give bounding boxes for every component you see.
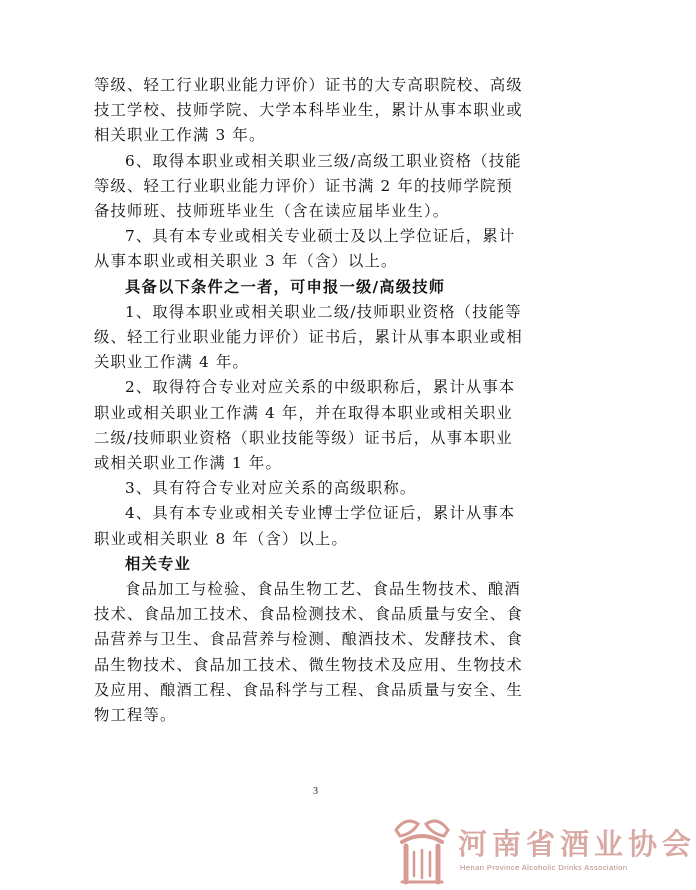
- text-line: 技工学校、技师学院、大学本科毕业生，累计从事本职业或: [94, 101, 523, 120]
- text-line: 等级、轻工行业职业能力评价）证书满 2 年的技师学院预: [94, 176, 513, 195]
- text-line: 技术、食品加工技术、食品检测技术、食品质量与安全、食: [94, 605, 523, 624]
- text-line: 备技师班、技师班毕业生（含在读应届毕业生）。: [94, 202, 450, 221]
- text-line: 品营养与卫生、食品营养与检测、酿酒技术、发酵技术、食: [94, 630, 523, 649]
- association-watermark: [392, 808, 696, 888]
- watermark-title-en: Henan Province Alcoholic Drinks Association: [460, 863, 628, 872]
- text-line: 7、具有本专业或相关专业硕士及以上学位证后，累计: [125, 227, 516, 246]
- text-line: 等级、轻工行业职业能力评价）证书的大专高职院校、高级: [94, 76, 523, 94]
- text-line: 从事本职业或相关职业 3 年（含）以上。: [94, 252, 398, 271]
- text-line: 6、取得本职业或相关职业三级/高级工职业资格（技能: [125, 151, 522, 170]
- text-line: 3、具有符合专业对应关系的高级职称。: [125, 479, 417, 498]
- association-logo-icon: [392, 812, 452, 886]
- text-line: 及应用、酿酒工程、食品科学与工程、食品质量与安全、生: [94, 680, 523, 699]
- text-line: 关职业工作满 4 年。: [94, 353, 250, 372]
- text-line: 二级/技师职业资格（职业技能等级）证书后，从事本职业: [94, 428, 513, 447]
- text-line: 4、具有本专业或相关专业博士学位证后，累计从事本: [125, 504, 516, 523]
- text-line: 职业或相关职业工作满 4 年，并在取得本职业或相关职业: [94, 403, 513, 422]
- page-number: 3: [313, 786, 318, 797]
- text-line: 1、取得本职业或相关职业二级/技师职业资格（技能等: [125, 302, 522, 321]
- section-heading: 具备以下条件之一者，可申报一级/高级技师: [125, 277, 446, 296]
- text-line: 2、取得符合专业对应关系的中级职称后，累计从事本: [125, 378, 516, 397]
- text-line: 物工程等。: [94, 706, 177, 725]
- document-body: [94, 73, 540, 728]
- text-line: 职业或相关职业 8 年（含）以上。: [94, 529, 349, 548]
- text-line: 相关职业工作满 3 年。: [94, 126, 266, 145]
- section-heading: 相关专业: [125, 554, 191, 573]
- text-line: 食品加工与检验、食品生物工艺、食品生物技术、酿酒: [125, 580, 521, 599]
- watermark-title-cn: 河南省酒业协会: [458, 827, 696, 861]
- text-line: 或相关职业工作满 1 年。: [94, 454, 283, 473]
- text-line: 级、轻工行业职业能力评价）证书后，累计从事本职业或相: [94, 328, 523, 347]
- text-line: 品生物技术、食品加工技术、微生物技术及应用、生物技术: [94, 655, 523, 674]
